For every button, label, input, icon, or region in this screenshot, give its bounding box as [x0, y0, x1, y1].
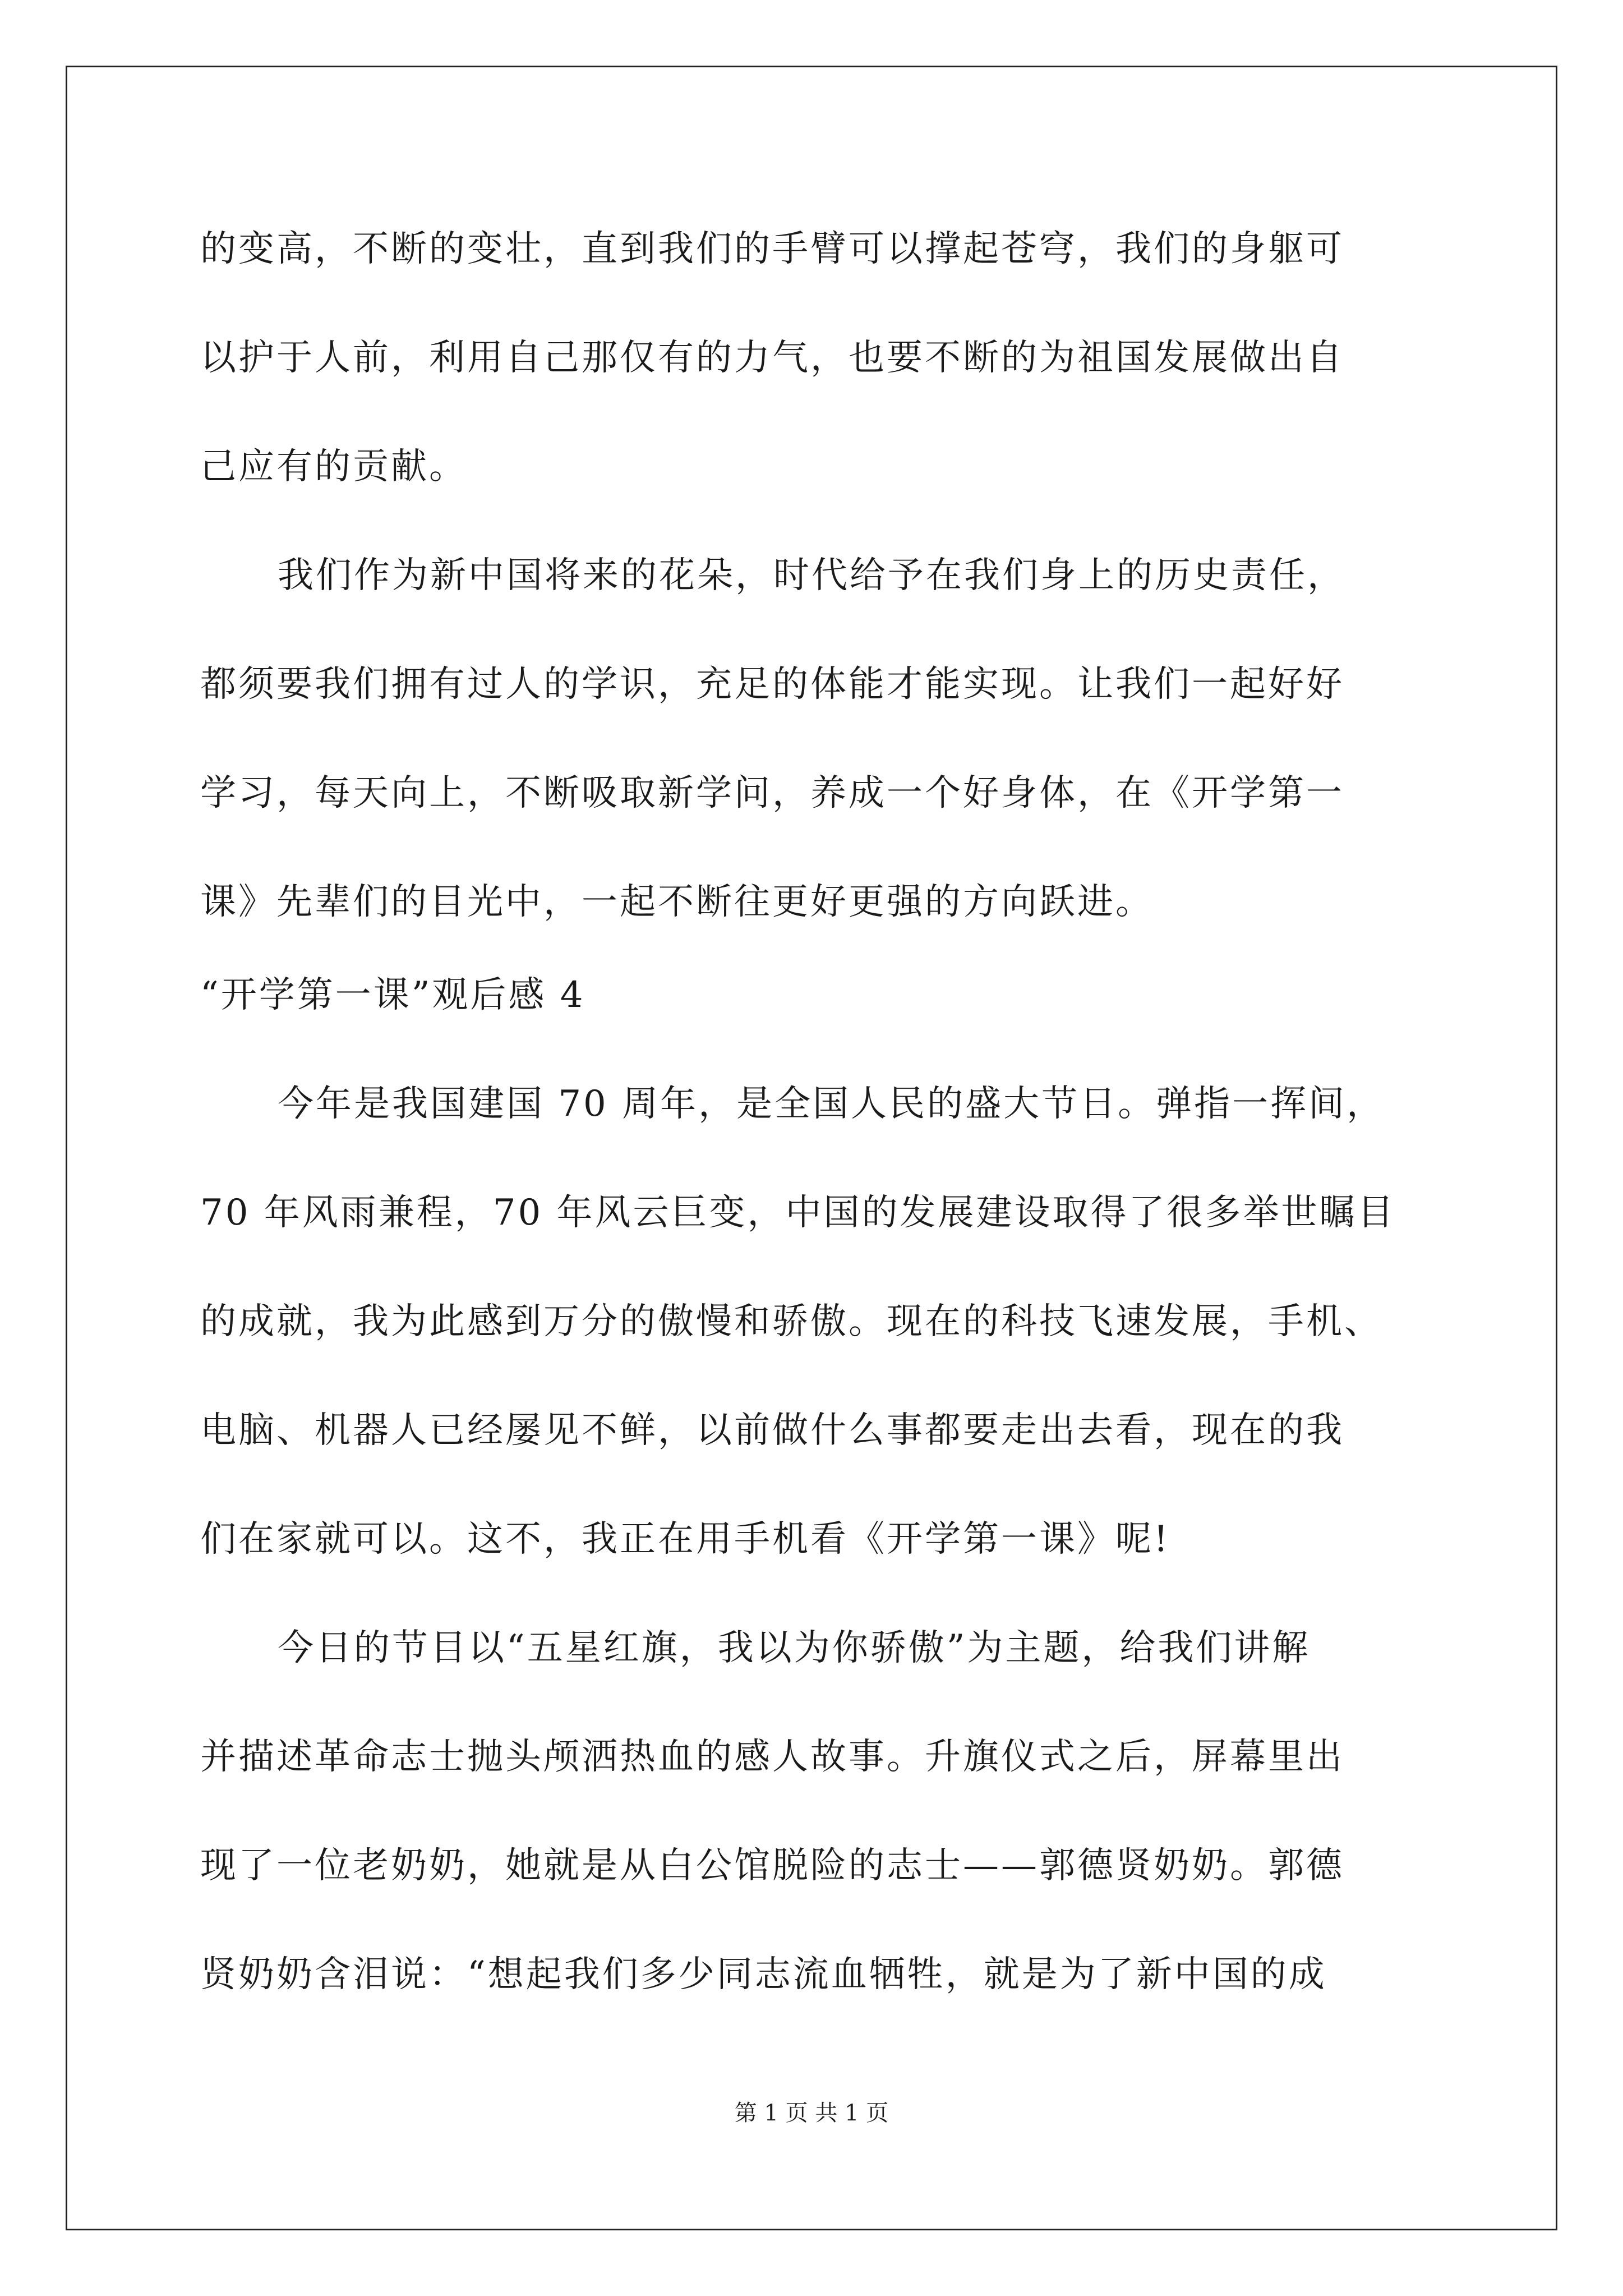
paragraph-line: 我们作为新中国将来的花朵，时代给予在我们身上的历史责任，	[278, 555, 1345, 596]
paragraph-line: 课》先辈们的目光中，一起不断往更好更强的方向跃进。	[200, 881, 1154, 923]
paragraph-line: 学习，每天向上，不断吸取新学问，养成一个好身体，在《开学第一	[200, 772, 1344, 814]
paragraph-line: 今年是我国建国 70 周年，是全国人民的盛大节日。弹指一挥间，	[278, 1083, 1385, 1125]
paragraph-line: 电脑、机器人已经屡见不鲜，以前做什么事都要走出去看，现在的我	[200, 1410, 1344, 1451]
page-footer: 第 1 页 共 1 页	[734, 2100, 889, 2126]
paragraph-line: 贤奶奶含泪说：“想起我们多少同志流血牺牲，就是为了新中国的成	[200, 1954, 1327, 1995]
section-heading: “开学第一课”观后感 4	[200, 974, 585, 1016]
paragraph-line: 己应有的贡献。	[200, 446, 467, 487]
paragraph-line: 70 年风雨兼程，70 年风云巨变，中国的发展建设取得了很多举世瞩目	[200, 1192, 1396, 1234]
paragraph-line: 的变高，不断的变壮，直到我们的手臂可以撑起苍穹，我们的身躯可	[200, 228, 1344, 270]
paragraph-line: 现了一位老奶奶，她就是从白公馆脱险的志士——郭德贤奶奶。郭德	[200, 1845, 1344, 1887]
paragraph-line: 并描述革命志士抛头颅洒热血的感人故事。升旗仪式之后，屏幕里出	[200, 1736, 1344, 1778]
paragraph-line: 的成就，我为此感到万分的傲慢和骄傲。现在的科技飞速发展，手机、	[200, 1301, 1382, 1342]
paragraph-line: 都须要我们拥有过人的学识，充足的体能才能实现。让我们一起好好	[200, 664, 1344, 705]
paragraph-line: 今日的节目以“五星红旗，我以为你骄傲”为主题，给我们讲解	[278, 1627, 1311, 1669]
paragraph-line: 以护于人前，利用自己那仅有的力气，也要不断的为祖国发展做出自	[200, 337, 1344, 379]
page-border	[66, 66, 1557, 2230]
paragraph-line: 们在家就可以。这不，我正在用手机看《开学第一课》呢!	[200, 1519, 1170, 1560]
